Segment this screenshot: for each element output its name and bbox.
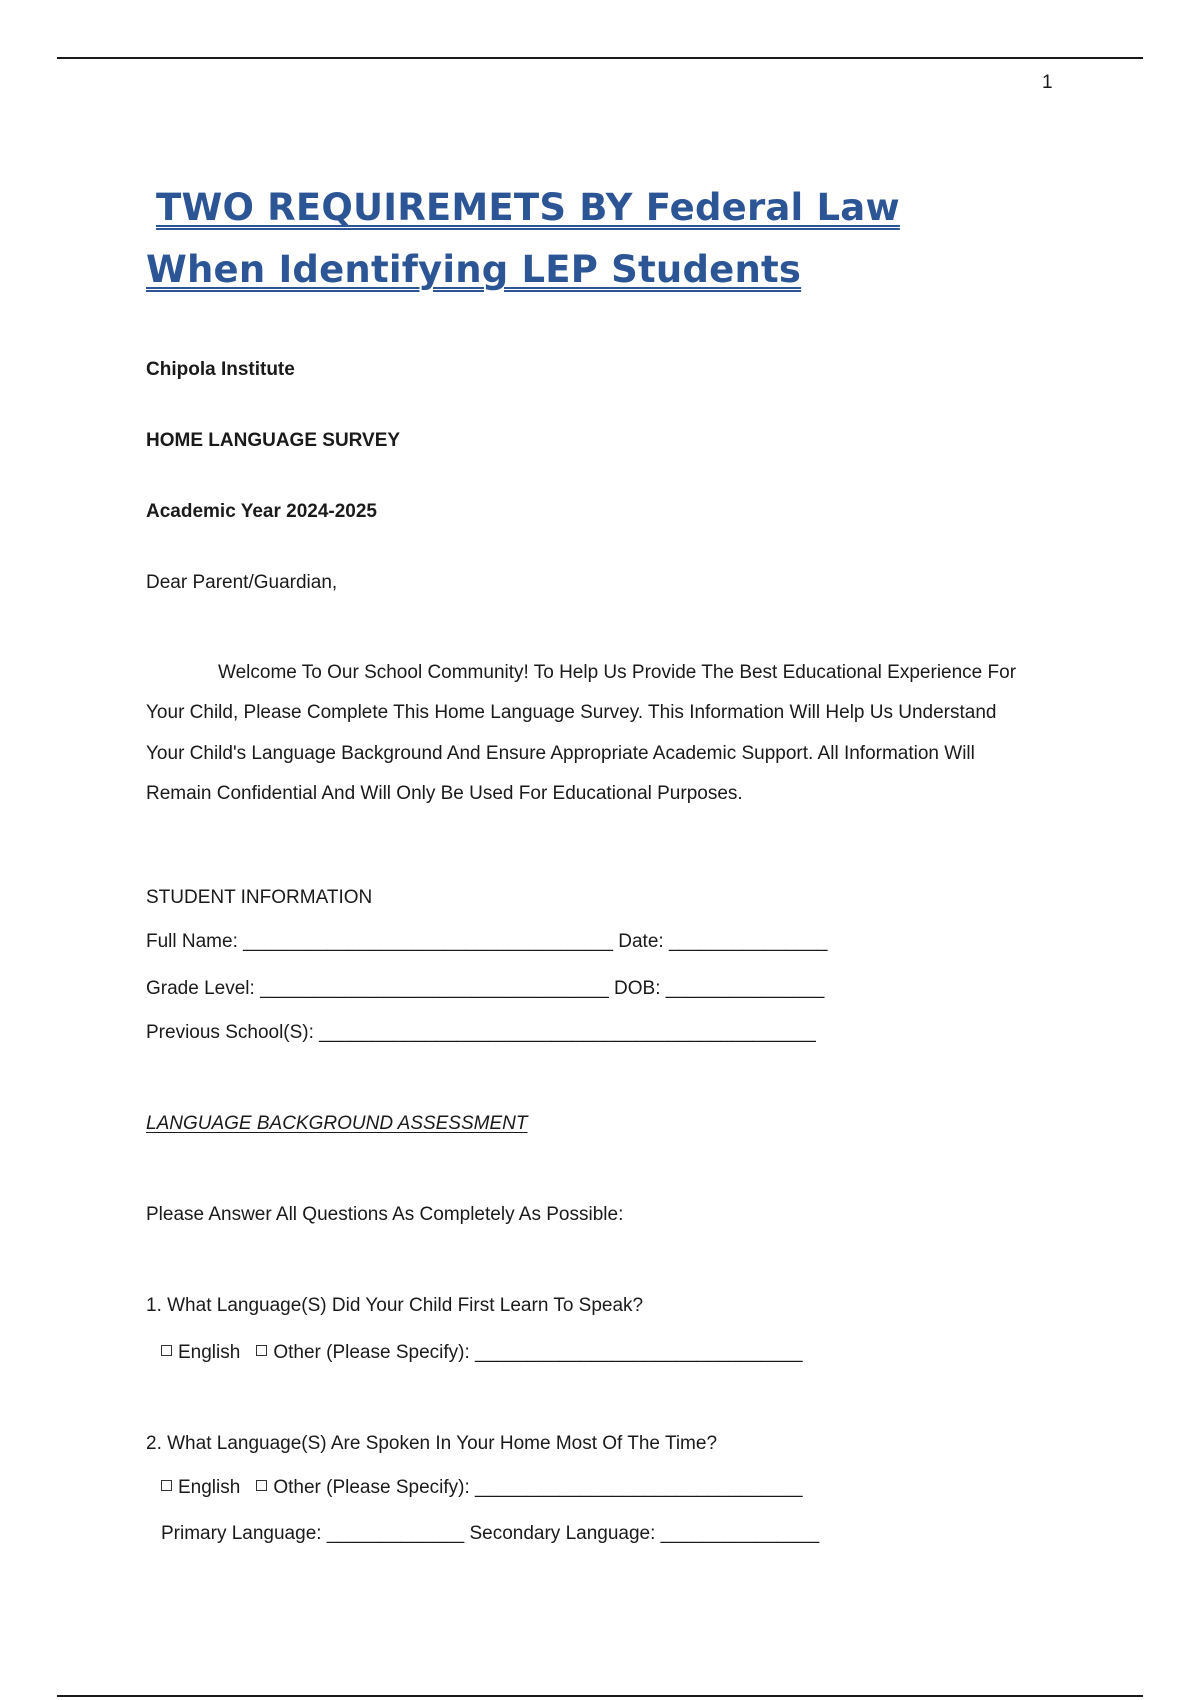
paragraph-line: Your Child, Please Complete This Home Language Survey. This Information Will Help Us Understand — [146, 702, 997, 723]
q1-english-option[interactable]: English — [161, 1342, 240, 1364]
page-number: 1 — [1042, 72, 1053, 93]
primary-secondary-language-field[interactable]: Primary Language: _____________ Secondary Language: _______________ — [161, 1523, 820, 1544]
instructions: Please Answer All Questions As Completely As Possible: — [146, 1204, 624, 1225]
q2-english-option[interactable]: English — [161, 1477, 240, 1499]
language-background-heading: LANGUAGE BACKGROUND ASSESSMENT — [146, 1113, 528, 1134]
q2-other-option[interactable]: Other (Please Specify): _______________________________ — [256, 1477, 802, 1499]
question-1: 1. What Language(S) Did Your Child First Learn To Speak? — [146, 1295, 644, 1316]
top-rule — [57, 57, 1143, 59]
full-name-date-field[interactable]: Full Name: ___________________________________ Date: _______________ — [146, 931, 828, 952]
checkbox-icon[interactable] — [256, 1345, 267, 1356]
document-title-line-1: TWO REQUIREMETS BY Federal Law — [156, 186, 900, 229]
paragraph-line: Welcome To Our School Community! To Help Us Provide The Best Educational Experience For — [218, 662, 1017, 683]
checkbox-icon[interactable] — [161, 1480, 172, 1491]
paragraph-line: Your Child's Language Background And Ensure Appropriate Academic Support. All Information Will — [146, 743, 975, 764]
student-info-heading: STUDENT INFORMATION — [146, 887, 373, 908]
paragraph-line: Remain Confidential And Will Only Be Used For Educational Purposes. — [146, 783, 743, 804]
bottom-rule — [57, 1695, 1143, 1697]
grade-level-dob-field[interactable]: Grade Level: _________________________________ DOB: _______________ — [146, 978, 825, 999]
previous-school-field[interactable]: Previous School(S): _______________________________________________ — [146, 1022, 816, 1043]
question-1-options — [161, 1342, 803, 1364]
document-title-line-2: When Identifying LEP Students — [146, 248, 802, 291]
salutation: Dear Parent/Guardian, — [146, 572, 338, 593]
survey-title: HOME LANGUAGE SURVEY — [146, 430, 401, 451]
academic-year: Academic Year 2024-2025 — [146, 501, 377, 522]
checkbox-icon[interactable] — [256, 1480, 267, 1491]
q1-other-option[interactable]: Other (Please Specify): _______________________________ — [256, 1342, 802, 1364]
question-2-options — [161, 1477, 803, 1499]
checkbox-icon[interactable] — [161, 1345, 172, 1356]
institute-name: Chipola Institute — [146, 359, 295, 380]
question-2: 2. What Language(S) Are Spoken In Your Home Most Of The Time? — [146, 1433, 718, 1454]
